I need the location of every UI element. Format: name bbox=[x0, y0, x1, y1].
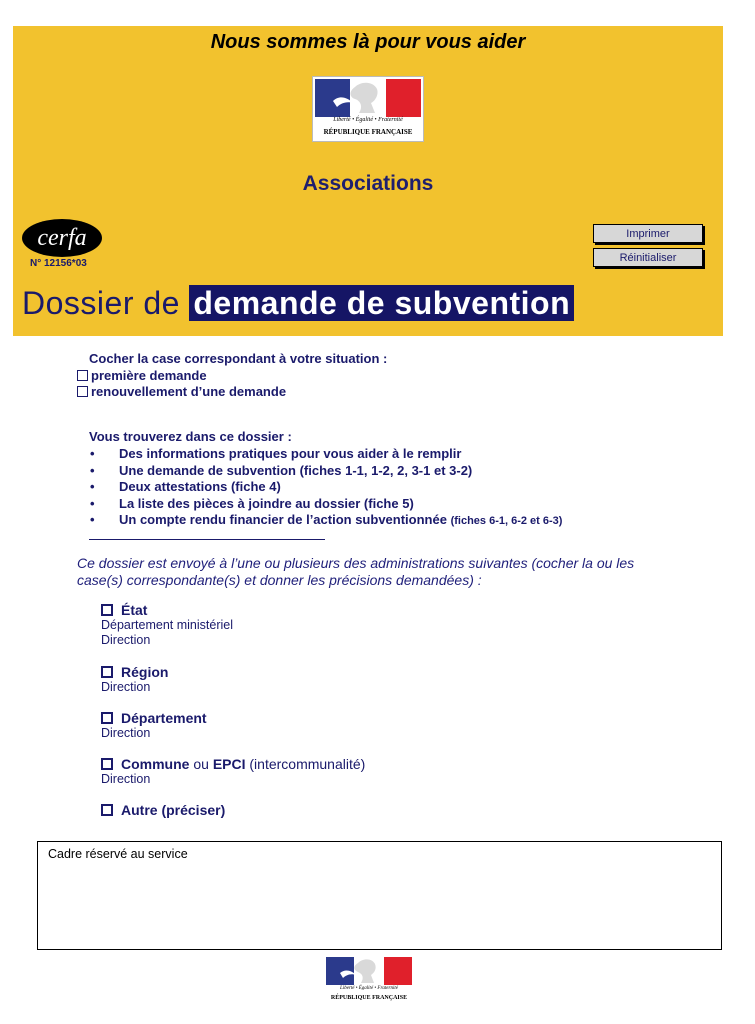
footer-logo-republic: RÉPUBLIQUE FRANÇAISE bbox=[330, 995, 408, 1001]
contents-label: Vous trouverez dans ce dossier : bbox=[89, 429, 292, 444]
admin-region bbox=[101, 665, 168, 695]
commune-epci: EPCI bbox=[212, 756, 246, 772]
document-title-plain: Dossier de bbox=[22, 285, 180, 321]
contents-section bbox=[89, 429, 562, 530]
region-checkbox[interactable] bbox=[101, 666, 113, 678]
print-button[interactable]: Imprimer bbox=[593, 224, 703, 243]
tricolor-flag-icon bbox=[315, 79, 421, 117]
document-title bbox=[22, 285, 574, 321]
etat-ministry-label: Département ministériel bbox=[101, 618, 233, 632]
logo-republic: RÉPUBLIQUE FRANÇAISE bbox=[323, 128, 413, 136]
region-direction-label: Direction bbox=[101, 680, 151, 694]
cerfa-logo bbox=[22, 219, 102, 257]
tricolor-flag-icon bbox=[326, 957, 412, 985]
footer-marianne-logo bbox=[326, 957, 412, 1007]
commune-note: (intercommunalité) bbox=[249, 756, 366, 772]
footer-logo-motto: Liberté • Égalité • Fraternité bbox=[340, 986, 398, 991]
header-banner bbox=[13, 26, 723, 336]
admin-autre bbox=[101, 803, 225, 818]
situation-option-renewal bbox=[77, 384, 387, 400]
commune-or: ou bbox=[193, 756, 209, 772]
commune-title: Commune bbox=[121, 756, 190, 772]
renewal-checkbox[interactable] bbox=[77, 386, 88, 397]
service-box[interactable] bbox=[37, 841, 722, 950]
contents-list bbox=[89, 446, 562, 530]
service-box-label: Cadre réservé au service bbox=[48, 847, 188, 861]
etat-checkbox[interactable] bbox=[101, 604, 113, 616]
list-item: • Deux attestations (fiche 4) bbox=[89, 479, 562, 496]
situation-section bbox=[77, 351, 387, 400]
marianne-logo bbox=[312, 76, 424, 142]
renewal-label: renouvellement d’une demande bbox=[91, 384, 287, 399]
departement-checkbox[interactable] bbox=[101, 712, 113, 724]
situation-label: Cocher la case correspondant à votre situation : bbox=[89, 351, 388, 366]
first-request-label: première demande bbox=[91, 368, 207, 383]
admin-etat bbox=[101, 603, 233, 648]
logo-motto: Liberté • Égalité • Fraternité bbox=[333, 117, 403, 123]
list-item: • Une demande de subvention (fiches 1-1, 1-2, 2, 3-1 et 3-2) bbox=[89, 463, 562, 480]
etat-direction-label: Direction bbox=[101, 633, 151, 647]
list-item bbox=[89, 512, 562, 530]
departement-direction-label: Direction bbox=[101, 726, 151, 740]
commune-direction-label: Direction bbox=[101, 772, 151, 786]
list-item: • La liste des pièces à joindre au dossier (fiche 5) bbox=[89, 496, 562, 513]
autre-checkbox[interactable] bbox=[101, 804, 113, 816]
admin-commune bbox=[101, 757, 365, 787]
category-title: Associations bbox=[302, 172, 434, 195]
etat-title: État bbox=[121, 602, 148, 618]
cerfa-number: N° 12156*03 bbox=[30, 258, 87, 269]
departement-title: Département bbox=[121, 710, 207, 726]
list-item-main: Un compte rendu financier de l’action subventionnée bbox=[119, 512, 447, 527]
cerfa-logo-text: cerfa bbox=[37, 224, 87, 251]
reset-button[interactable]: Réinitialiser bbox=[593, 248, 703, 267]
divider bbox=[89, 539, 325, 540]
list-item: • Des informations pratiques pour vous aider à le remplir bbox=[89, 446, 562, 463]
first-request-checkbox[interactable] bbox=[77, 370, 88, 381]
document-title-highlight: demande de subvention bbox=[189, 285, 574, 321]
situation-option-first bbox=[77, 368, 387, 384]
autre-title: Autre (préciser) bbox=[121, 802, 226, 818]
list-item-note: (fiches 6-1, 6-2 et 6-3) bbox=[450, 515, 563, 527]
header-title: Nous sommes là pour vous aider bbox=[210, 31, 526, 53]
admin-departement bbox=[101, 711, 207, 741]
administrations-intro: Ce dossier est envoyé à l’une ou plusieurs des administrations suivantes (cocher la ou les case(s) correspondante(s) et donner les précisions demandées) : bbox=[77, 555, 635, 588]
region-title: Région bbox=[121, 664, 169, 680]
commune-checkbox[interactable] bbox=[101, 758, 113, 770]
